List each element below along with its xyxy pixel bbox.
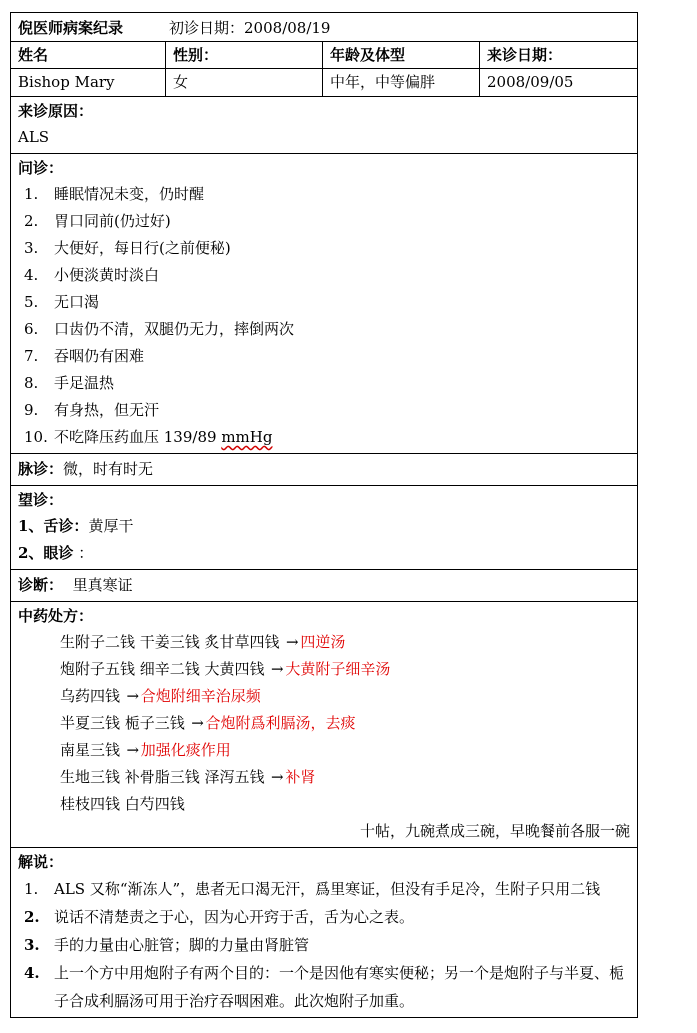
- arrow-icon: →: [271, 660, 284, 678]
- explanation-section: [11, 848, 637, 1017]
- list-item: 4. 小便淡黄时淡白: [24, 266, 160, 284]
- list-item: 5. 无口渴: [24, 293, 100, 311]
- arrow-icon: →: [126, 741, 140, 759]
- pulse-label: 脉诊：: [18, 460, 64, 478]
- tongue-value: 黄厚干: [88, 517, 134, 535]
- gender-header: 性别：: [166, 42, 323, 68]
- reason-section: [11, 97, 637, 154]
- list-item: 8. 手足温热: [24, 374, 115, 392]
- inquiry-section: [11, 154, 637, 454]
- pulse-section: [11, 454, 637, 486]
- list-item: 6. 口齿仍不清，双腿仍无力，摔倒两次: [24, 320, 295, 338]
- title-row: [11, 13, 637, 42]
- tongue-label: 1、舌诊：: [18, 517, 89, 535]
- prescription-line: 桂枝四钱 白芍四钱: [60, 795, 185, 813]
- patient-visit-date: 2008/09/05: [487, 73, 574, 91]
- inquiry-label: 问诊：: [18, 159, 64, 177]
- case-record-table: [10, 12, 638, 1018]
- prescription-section: [11, 602, 637, 848]
- diagnosis-section: [11, 570, 637, 602]
- list-item: 3. 大便好，每日行(之前便秘): [24, 239, 231, 257]
- list-item: 9. 有身热，但无汗: [24, 401, 160, 419]
- list-item: 10. 不吃降压药血压 139/89 mmHg: [24, 428, 273, 446]
- pulse-value: 微，时有时无: [63, 460, 154, 478]
- prescription-label: 中药处方：: [18, 607, 94, 625]
- list-item: 2. 胃口同前(仍过好): [24, 212, 171, 230]
- prescription-line: 半夏三钱 栀子三钱 → 合炮附爲利膈汤，去痰: [18, 710, 630, 737]
- arrow-icon: →: [286, 633, 299, 651]
- explanation-list: [18, 875, 630, 1015]
- first-visit-date: 初诊日期：2008/08/19: [169, 18, 331, 37]
- arrow-icon: →: [126, 687, 140, 705]
- patient-gender: 女: [166, 69, 323, 96]
- observation-label: 望诊：: [18, 491, 64, 509]
- reason-label: 来诊原因：: [18, 102, 94, 120]
- diagnosis-label: 诊断：: [18, 576, 64, 594]
- prescription-line: 生地三钱 补骨脂三钱 泽泻五钱 → 补肾: [18, 764, 630, 791]
- blood-pressure-unit: mmHg: [221, 428, 273, 446]
- list-item: 2. 说话不清楚责之于心，因为心开窍于舌，舌为心之表。: [24, 908, 415, 926]
- arrow-icon: →: [271, 768, 284, 786]
- list-item: 3. 手的力量由心脏管；脚的力量由肾脏管: [24, 936, 310, 954]
- patient-name: Bishop Mary: [11, 69, 166, 96]
- list-item: 1. 睡眠情况未变，仍时醒: [24, 185, 205, 203]
- prescription-instruction: 十帖，九碗煮成三碗，早晚餐前各服一碗: [359, 822, 630, 840]
- inquiry-list: [18, 181, 630, 451]
- arrow-icon: →: [191, 714, 204, 732]
- list-item: 7. 吞咽仍有困难: [24, 347, 145, 365]
- patient-header-row: [11, 42, 637, 69]
- prescription-line: 乌药四钱 → 合炮附细辛治尿频: [18, 683, 630, 710]
- prescription-line: 南星三钱 → 加强化痰作用: [18, 737, 630, 764]
- patient-value-row: [11, 69, 637, 97]
- eye-value: ：: [78, 544, 94, 562]
- diagnosis-value: 里真寒证: [72, 576, 133, 594]
- name-header: 姓名: [11, 42, 166, 68]
- reason-value: ALS: [18, 128, 50, 146]
- observation-section: [11, 486, 637, 570]
- explanation-label: 解说：: [18, 853, 64, 871]
- eye-label: 2、眼诊: [18, 544, 74, 562]
- list-item: 4. 上一个方中用炮附子有两个目的：一个是因他有寒实便秘；另一个是炮附子与半夏、栀子合成利膈汤可用于治疗吞咽困难。此次炮附子加重。: [24, 964, 625, 1010]
- age-build-header: 年龄及体型: [323, 42, 480, 68]
- visit-date-header: 来诊日期：: [487, 46, 563, 64]
- list-item: 1. ALS 又称“渐冻人”，患者无口渴无汗，爲里寒证，但没有手足冷，生附子只用二钱: [24, 880, 601, 898]
- prescription-line: 炮附子五钱 细辛二钱 大黄四钱 → 大黄附子细辛汤: [18, 656, 630, 683]
- patient-age-build: 中年，中等偏胖: [323, 69, 480, 96]
- record-title: 倪医师病案纪录: [18, 18, 124, 37]
- prescription-line: 生附子二钱 干姜三钱 炙甘草四钱 → 四逆汤: [18, 629, 630, 656]
